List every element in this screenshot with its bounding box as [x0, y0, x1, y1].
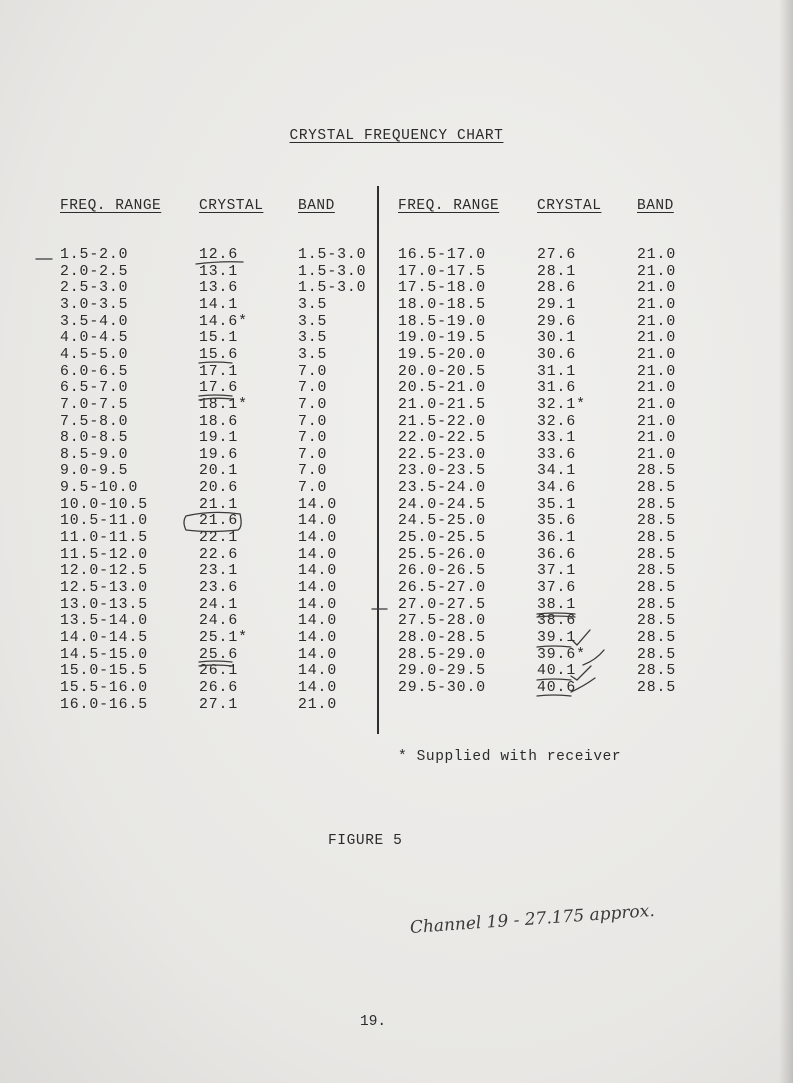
right-band-cell: 21.0 — [637, 280, 677, 297]
right-band-cell: 28.5 — [637, 629, 677, 646]
left-band-cell: 14.0 — [298, 646, 338, 663]
left-band-cell: 7.0 — [298, 363, 328, 380]
left-crystal-cell: 13.1 — [199, 263, 239, 280]
right-freq-range-cell: 17.5-18.0 — [398, 280, 487, 297]
right-crystal-cell: 33.1 — [537, 430, 577, 447]
right-band-cell: 28.5 — [637, 546, 677, 563]
handwritten-note: Channel 19 - 27.175 approx. — [409, 900, 656, 938]
right-band-cell: 21.0 — [637, 430, 677, 447]
right-freq-range-cell: 26.5-27.0 — [398, 580, 487, 596]
left-freq-range-cell: 7.0-7.5 — [60, 396, 129, 413]
right-band-cell: 28.5 — [637, 613, 677, 630]
right-band-cell: 28.5 — [637, 480, 677, 497]
right-band-cell: 28.5 — [637, 513, 677, 530]
left-freq-range-cell: 10.5-11.0 — [60, 513, 149, 530]
left-freq-range-cell: 13.5-14.0 — [60, 613, 149, 630]
right-freq-range-cell: 23.0-23.5 — [398, 463, 487, 480]
right-crystal-cell: 32.1* — [537, 396, 586, 413]
left-crystal-cell: 17.6 — [199, 380, 239, 397]
left-crystal-cell: 19.6 — [199, 446, 239, 463]
right-band-cell: 21.0 — [637, 446, 677, 463]
right-freq-range-cell: 18.5-19.0 — [398, 313, 487, 330]
left-crystal-cell: 21.6 — [199, 513, 239, 530]
left-crystal-cell: 26.1 — [199, 663, 239, 680]
right-crystal-cell: 29.6 — [537, 313, 577, 330]
right-freq-range-cell: 27.0-27.5 — [398, 596, 487, 613]
left-crystal-cell: 21.1 — [199, 496, 239, 513]
right-band-cell: 21.0 — [637, 396, 677, 413]
left-freq-range-cell: 11.0-11.5 — [60, 530, 149, 547]
left-band-cell: 7.0 — [298, 413, 328, 430]
right-crystal-cell: 38.1 — [537, 596, 577, 613]
left-crystal-cell: 23.1 — [199, 563, 239, 580]
left-band-cell: 3.5 — [298, 346, 328, 363]
right-crystal-cell: 30.6 — [537, 346, 577, 363]
right-freq-range-cell: 22.0-22.5 — [398, 430, 487, 447]
left-band-cell: 14.0 — [298, 663, 338, 680]
left-band-cell: 1.5-3.0 — [298, 247, 367, 263]
left-freq-range-cell: 9.5-10.0 — [60, 480, 139, 497]
right-crystal-cell: 31.1 — [537, 363, 577, 380]
right-band-cell: 21.0 — [637, 313, 677, 330]
column-divider — [377, 186, 379, 734]
right-band-cell: 28.5 — [637, 663, 677, 680]
right-crystal-cell: 40.1 — [537, 663, 577, 680]
right-freq-range-cell: 20.0-20.5 — [398, 363, 487, 380]
right-crystal-cell: 30.1 — [537, 330, 577, 347]
page-edge-shadow — [779, 0, 793, 1083]
right-crystal-cell: 32.6 — [537, 413, 577, 430]
right-band-cell: 21.0 — [637, 363, 677, 380]
left-freq-range-cell: 14.0-14.5 — [60, 629, 149, 646]
left-band-cell: 14.0 — [298, 513, 338, 530]
left-crystal-cell: 25.6 — [199, 646, 239, 663]
right-band-cell: 28.5 — [637, 596, 677, 613]
right-crystal-cell: 35.6 — [537, 513, 577, 530]
right-crystal-cell: 28.6 — [537, 280, 577, 297]
right-crystal-cell: 40.6 — [537, 679, 577, 696]
right-freq-range-cell: 29.0-29.5 — [398, 663, 487, 680]
left-band-cell: 3.5 — [298, 296, 328, 313]
right-crystal-cell: 39.6* — [537, 646, 586, 663]
left-band-cell: 7.0 — [298, 380, 328, 397]
right-band-cell: 21.0 — [637, 413, 677, 430]
left-band-cell: 1.5-3.0 — [298, 280, 367, 297]
left-freq-range-cell: 6.5-7.0 — [60, 380, 129, 397]
left-band-cell: 7.0 — [298, 463, 328, 480]
left-freq-range-cell: 16.0-16.5 — [60, 696, 149, 713]
right-band-cell: 28.5 — [637, 530, 677, 547]
left-band-cell: 14.0 — [298, 546, 338, 563]
right-crystal-cell: 28.1 — [537, 263, 577, 280]
right-freq-range-cell: 16.5-17.0 — [398, 247, 487, 263]
left-crystal-cell: 22.1 — [199, 530, 239, 547]
right-band-cell: 28.5 — [637, 646, 677, 663]
left-crystal-cell: 25.1* — [199, 629, 248, 646]
right-freq-range-cell: 19.5-20.0 — [398, 346, 487, 363]
left-crystal-cell: 27.1 — [199, 696, 239, 713]
right-crystal-cell: 29.1 — [537, 296, 577, 313]
right-freq-range-cell: 24.0-24.5 — [398, 496, 487, 513]
left-crystal-cell: 17.1 — [199, 363, 239, 380]
page-number: 19. — [360, 1014, 387, 1030]
right-freq-range-cell: 24.5-25.0 — [398, 513, 487, 530]
left-band-cell: 14.0 — [298, 679, 338, 696]
right-crystal-cell: 27.6 — [537, 247, 577, 263]
left-crystal-cell: 14.6* — [199, 313, 248, 330]
left-freq-range-cell: 1.5-2.0 — [60, 247, 129, 263]
right-crystal-cell: 36.1 — [537, 530, 577, 547]
left-band-cell: 7.0 — [298, 446, 328, 463]
left-crystal-cell: 24.1 — [199, 596, 239, 613]
left-freq-range-cell: 15.5-16.0 — [60, 679, 149, 696]
right-freq-range-cell: 23.5-24.0 — [398, 480, 487, 497]
chart-title-text: CRYSTAL FREQUENCY CHART — [289, 128, 504, 144]
right-band-cell: 21.0 — [637, 263, 677, 280]
right-header-band: BAND — [637, 198, 674, 214]
left-band-cell: 3.5 — [298, 330, 328, 347]
left-band-cell: 14.0 — [298, 580, 338, 596]
right-crystal-cell: 38.6 — [537, 613, 577, 630]
right-header-crystal: CRYSTAL — [537, 198, 602, 214]
left-freq-range-cell: 4.5-5.0 — [60, 346, 129, 363]
left-crystal-cell: 18.6 — [199, 413, 239, 430]
left-header-freq-range: FREQ. RANGE — [60, 198, 162, 214]
left-crystal-cell: 26.6 — [199, 679, 239, 696]
left-band-cell: 3.5 — [298, 313, 328, 330]
footnote: * Supplied with receiver — [398, 749, 622, 765]
left-crystal-cell: 22.6 — [199, 546, 239, 563]
left-band-cell: 7.0 — [298, 480, 328, 497]
left-band-cell: 21.0 — [298, 696, 338, 713]
left-freq-range-cell: 13.0-13.5 — [60, 596, 149, 613]
right-freq-range-cell: 19.0-19.5 — [398, 330, 487, 347]
right-crystal-cell: 35.1 — [537, 496, 577, 513]
right-header-freq-range: FREQ. RANGE — [398, 198, 500, 214]
left-header-band: BAND — [298, 198, 335, 214]
right-freq-range-cell: 29.5-30.0 — [398, 679, 487, 696]
right-freq-range-cell: 25.5-26.0 — [398, 546, 487, 563]
left-freq-range-cell: 12.5-13.0 — [60, 580, 149, 596]
check-39-6 — [583, 650, 604, 665]
chart-title — [0, 128, 793, 144]
right-crystal-cell: 33.6 — [537, 446, 577, 463]
left-band-cell: 14.0 — [298, 496, 338, 513]
right-band-cell: 21.0 — [637, 346, 677, 363]
right-band-cell: 28.5 — [637, 496, 677, 513]
right-freq-range-cell: 21.5-22.0 — [398, 413, 487, 430]
figure-label: FIGURE 5 — [328, 833, 403, 849]
left-freq-range-cell: 2.5-3.0 — [60, 280, 129, 297]
left-band-cell: 14.0 — [298, 563, 338, 580]
left-crystal-cell: 12.6 — [199, 247, 239, 263]
left-band-cell: 14.0 — [298, 613, 338, 630]
right-crystal-cell: 31.6 — [537, 380, 577, 397]
left-crystal-cell: 20.6 — [199, 480, 239, 497]
left-freq-range-cell: 2.0-2.5 — [60, 263, 129, 280]
right-crystal-cell: 37.1 — [537, 563, 577, 580]
left-band-cell: 7.0 — [298, 430, 328, 447]
left-freq-range-cell: 12.0-12.5 — [60, 563, 149, 580]
right-band-cell: 28.5 — [637, 563, 677, 580]
left-crystal-cell: 15.1 — [199, 330, 239, 347]
left-freq-range-cell: 3.0-3.5 — [60, 296, 129, 313]
left-freq-range-cell: 10.0-10.5 — [60, 496, 149, 513]
right-band-cell: 28.5 — [637, 463, 677, 480]
left-band-cell: 1.5-3.0 — [298, 263, 367, 280]
left-freq-range-cell: 9.0-9.5 — [60, 463, 129, 480]
right-freq-range-cell: 17.0-17.5 — [398, 263, 487, 280]
right-crystal-cell: 37.6 — [537, 580, 577, 596]
right-band-cell: 21.0 — [637, 330, 677, 347]
right-freq-range-cell: 25.0-25.5 — [398, 530, 487, 547]
left-freq-range-cell: 3.5-4.0 — [60, 313, 129, 330]
left-crystal-cell: 18.1* — [199, 396, 248, 413]
right-crystal-cell: 39.1 — [537, 629, 577, 646]
left-band-cell: 14.0 — [298, 530, 338, 547]
left-freq-range-cell: 15.0-15.5 — [60, 663, 149, 680]
left-crystal-cell: 20.1 — [199, 463, 239, 480]
right-band-cell: 21.0 — [637, 247, 677, 263]
right-freq-range-cell: 28.5-29.0 — [398, 646, 487, 663]
right-band-cell: 28.5 — [637, 580, 677, 596]
right-crystal-cell: 34.6 — [537, 480, 577, 497]
left-crystal-cell: 23.6 — [199, 580, 239, 596]
right-freq-range-cell: 22.5-23.0 — [398, 446, 487, 463]
left-band-cell: 14.0 — [298, 629, 338, 646]
right-crystal-cell: 34.1 — [537, 463, 577, 480]
left-header-crystal: CRYSTAL — [199, 198, 264, 214]
right-freq-range-cell: 21.0-21.5 — [398, 396, 487, 413]
right-band-cell: 21.0 — [637, 380, 677, 397]
left-freq-range-cell: 4.0-4.5 — [60, 330, 129, 347]
left-band-cell: 14.0 — [298, 596, 338, 613]
left-freq-range-cell: 8.0-8.5 — [60, 430, 129, 447]
left-crystal-cell: 24.6 — [199, 613, 239, 630]
left-crystal-cell: 13.6 — [199, 280, 239, 297]
right-freq-range-cell: 27.5-28.0 — [398, 613, 487, 630]
right-band-cell: 28.5 — [637, 679, 677, 696]
right-band-cell: 21.0 — [637, 296, 677, 313]
right-freq-range-cell: 20.5-21.0 — [398, 380, 487, 397]
left-band-cell: 7.0 — [298, 396, 328, 413]
right-crystal-cell: 36.6 — [537, 546, 577, 563]
left-freq-range-cell: 6.0-6.5 — [60, 363, 129, 380]
left-crystal-cell: 15.6 — [199, 346, 239, 363]
left-freq-range-cell: 7.5-8.0 — [60, 413, 129, 430]
left-crystal-cell: 14.1 — [199, 296, 239, 313]
right-freq-range-cell: 26.0-26.5 — [398, 563, 487, 580]
left-freq-range-cell: 8.5-9.0 — [60, 446, 129, 463]
left-freq-range-cell: 14.5-15.0 — [60, 646, 149, 663]
left-freq-range-cell: 11.5-12.0 — [60, 546, 149, 563]
left-crystal-cell: 19.1 — [199, 430, 239, 447]
right-freq-range-cell: 18.0-18.5 — [398, 296, 487, 313]
right-freq-range-cell: 28.0-28.5 — [398, 629, 487, 646]
